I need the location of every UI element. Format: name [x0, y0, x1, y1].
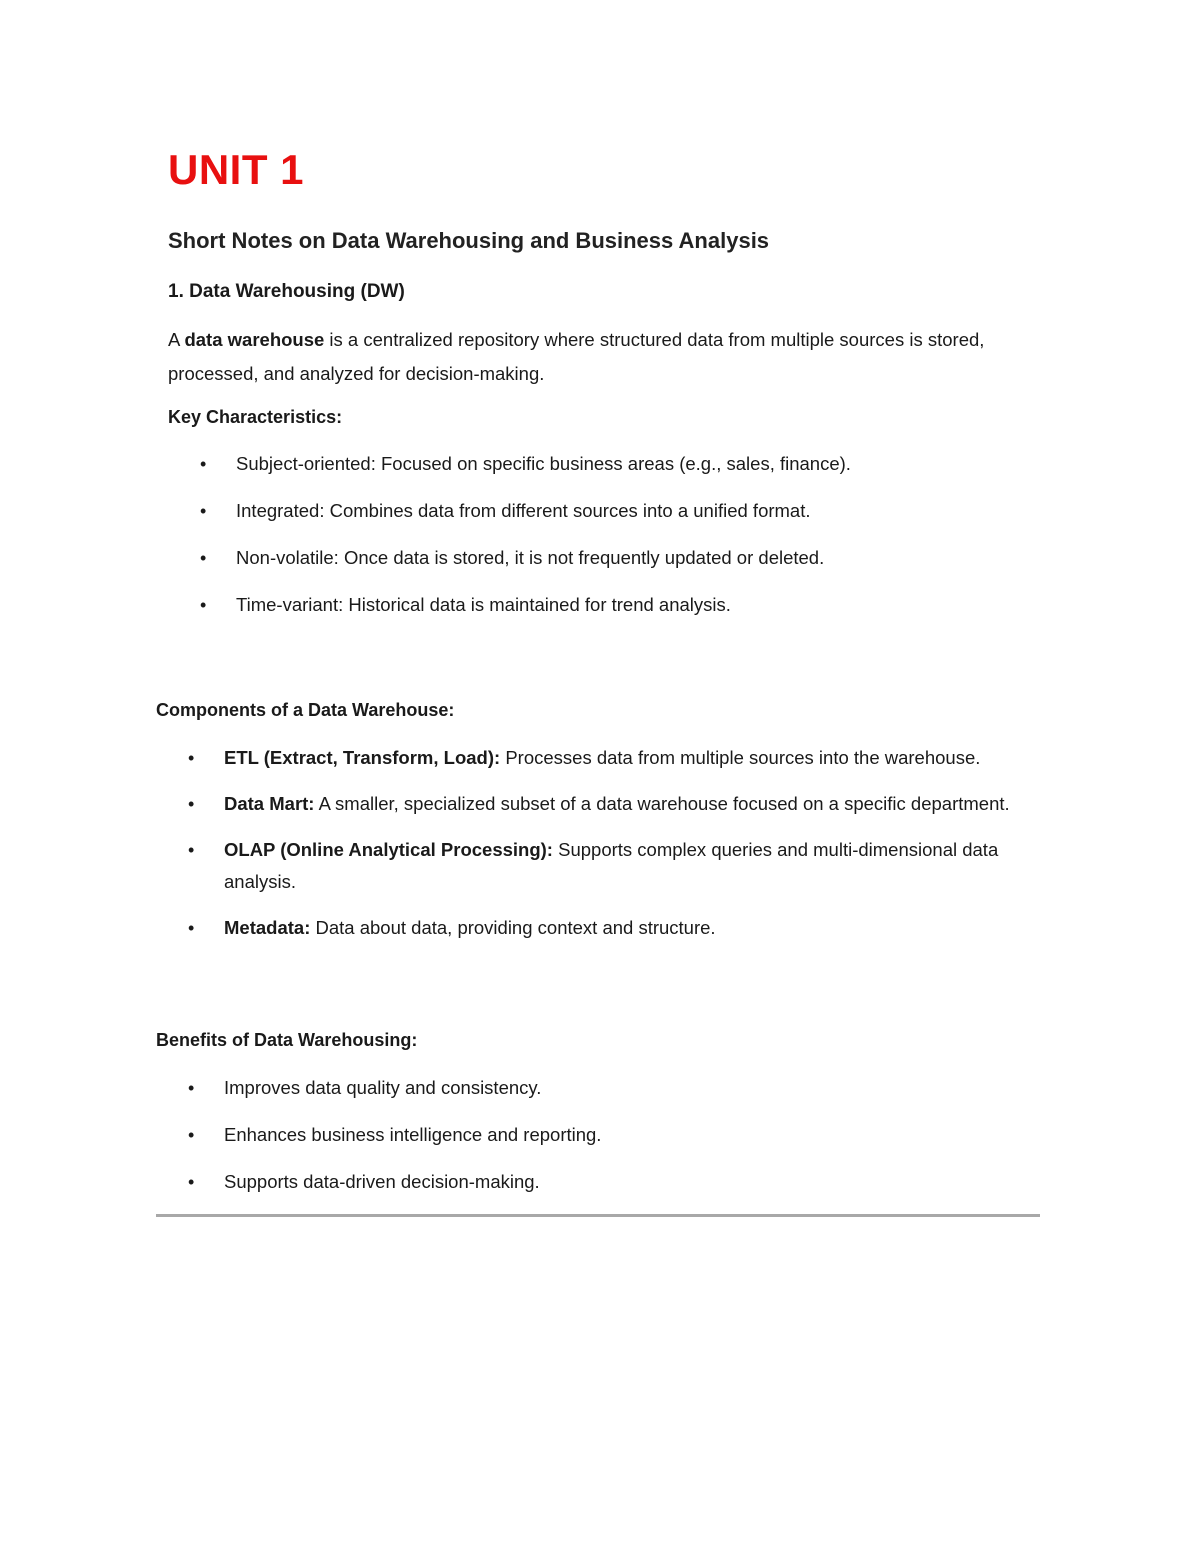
component-term: Data Mart: — [224, 793, 315, 814]
list-item-text: Time-variant: Historical data is maintained for trend analysis. — [236, 594, 731, 615]
bullet-icon: • — [200, 548, 207, 568]
bullet-icon: • — [188, 1125, 195, 1145]
list-item — [188, 788, 1034, 820]
components-list — [188, 742, 1034, 958]
list-item-text: Improves data quality and consistency. — [224, 1077, 542, 1098]
list-item — [200, 589, 1056, 621]
unit-title: UNIT 1 — [168, 146, 305, 193]
intro-prefix: A — [168, 329, 185, 350]
components-label: Components of a Data Warehouse: — [156, 700, 455, 720]
list-item-text: Subject-oriented: Focused on specific business areas (e.g., sales, finance). — [236, 453, 851, 474]
component-term: Metadata: — [224, 917, 311, 938]
list-item — [188, 912, 1034, 944]
bullet-icon: • — [188, 748, 195, 768]
list-item — [188, 1072, 1034, 1104]
document-subtitle: Short Notes on Data Warehousing and Business Analysis — [168, 228, 770, 253]
list-item — [200, 495, 1056, 527]
intro-rest: is a centralized repository where structured data from multiple sources is stored, processed, and analyzed for decision-making. — [168, 329, 985, 384]
component-desc: Processes data from multiple sources into the warehouse. — [500, 747, 981, 768]
bullet-icon: • — [188, 1172, 195, 1192]
list-item — [188, 1119, 1034, 1151]
list-item-text: Integrated: Combines data from different sources into a unified format. — [236, 500, 811, 521]
list-item — [200, 448, 1056, 480]
list-item-text: Supports data-driven decision-making. — [224, 1171, 540, 1192]
list-item — [188, 834, 1034, 898]
bullet-icon: • — [188, 1078, 195, 1098]
list-item-text: Enhances business intelligence and reporting. — [224, 1124, 602, 1145]
list-item — [200, 542, 1056, 574]
benefits-list — [188, 1072, 1034, 1213]
key-characteristics-label: Key Characteristics: — [168, 407, 343, 427]
bullet-icon: • — [188, 794, 195, 814]
list-item-text: Non-volatile: Once data is stored, it is not frequently updated or deleted. — [236, 547, 825, 568]
bullet-icon: • — [200, 501, 207, 521]
component-term: OLAP (Online Analytical Processing): — [224, 839, 553, 860]
section-heading-data-warehousing: 1. Data Warehousing (DW) — [168, 281, 405, 302]
component-desc: Supports complex queries and multi-dimensional data analysis. — [224, 839, 999, 892]
intro-bold-term: data warehouse — [184, 329, 325, 350]
bullet-icon: • — [200, 595, 207, 615]
list-item — [188, 742, 1034, 774]
intro-paragraph — [168, 323, 1028, 391]
component-desc: A smaller, specialized subset of a data warehouse focused on a specific department. — [314, 793, 1010, 814]
bullet-icon: • — [188, 918, 195, 938]
component-desc: Data about data, providing context and structure. — [310, 917, 716, 938]
bullet-icon: • — [188, 840, 195, 860]
benefits-label: Benefits of Data Warehousing: — [156, 1030, 418, 1050]
list-item — [188, 1166, 1034, 1198]
key-characteristics-list — [200, 448, 1056, 636]
component-term: ETL (Extract, Transform, Load): — [224, 747, 501, 768]
horizontal-divider — [156, 1214, 1040, 1217]
bullet-icon: • — [200, 454, 207, 474]
